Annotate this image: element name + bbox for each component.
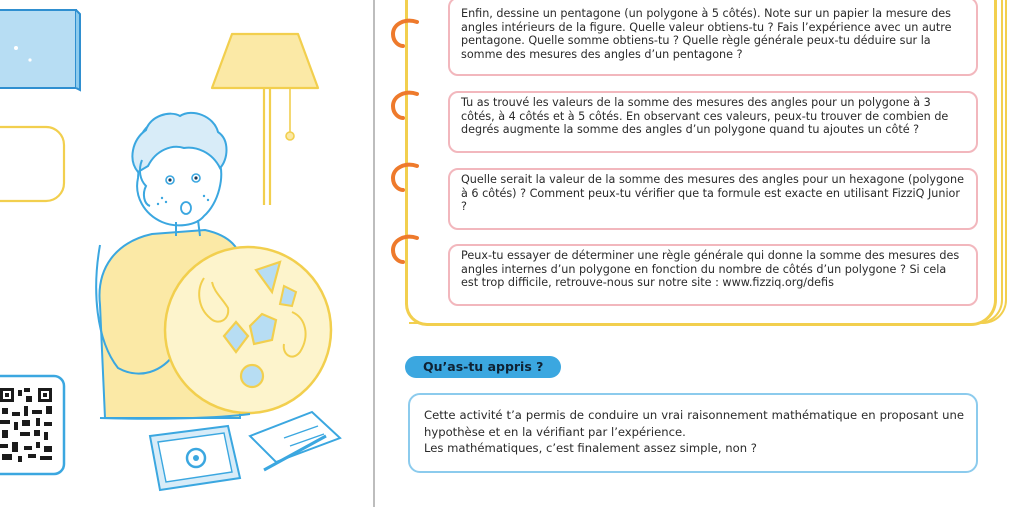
question-box-angle-increase: Tu as trouvé les valeurs de la somme des mesures des angles pour un polygone à 3 côtés, à 4 côtés et à 5 côtés. En observant ces valeurs, peux-tu trouver de combien de degrés augmente la somme des angles d’un polygone quand tu ajoutes un côté ?: [448, 91, 978, 153]
polygon-disc-illustration: [165, 247, 331, 413]
spiral-ring-icon: [387, 160, 421, 194]
illustration-panel: [0, 0, 372, 507]
paper-pencil-illustration: [250, 412, 340, 470]
question-box-hexagon: Quelle serait la valeur de la somme des mesures des angles pour un hexagone (polygone à 6 côtés) ? Comment peux-tu vérifier que ta formule est exacte en utilisant FizziQ Junior ?: [448, 168, 978, 230]
learned-paragraph-2: Les mathématiques, c’est finalement assez simple, non ?: [424, 441, 757, 455]
spiral-ring-icon: [387, 16, 421, 50]
child-with-polygons-illustration: [0, 0, 372, 507]
qr-code-icon: [0, 376, 64, 474]
learned-summary-box: [408, 393, 978, 473]
tablet-illustration: [150, 426, 240, 490]
blue-box-illustration: [0, 10, 80, 90]
page-divider: [373, 0, 375, 507]
question-box-pentagon: Enfin, dessine un pentagone (un polygone à 5 côtés). Note sur un papier la mesure des angles intérieurs de la figure. Quelle valeur obtiens-tu ? Fais l’expérience avec un autre pentagone. Quelle somme obtiens-tu ? Quelle règle générale peux-tu déduire sur la somme des mesures des angles d’un pentagone ?: [448, 0, 978, 76]
yellow-callout-shape: [0, 127, 64, 201]
learned-paragraph-1: Cette activité t’a permis de conduire un vrai raisonnement mathématique en proposant une hypothèse et en la vérifiant par l’expérience.: [424, 408, 964, 439]
question-box-general-rule: Peux-tu essayer de déterminer une règle générale qui donne la somme des mesures des angles internes d’un polygone en fonction du nombre de côtés d’un polygone ? Si cela est trop difficile, retrouve-nous sur notre site : www.fizziq.org/defis: [448, 244, 978, 306]
learned-title-badge: Qu’as-tu appris ?: [405, 356, 561, 378]
spiral-ring-icon: [387, 232, 421, 266]
spiral-ring-icon: [387, 88, 421, 122]
lamp-illustration: [212, 34, 318, 205]
child-head: [132, 113, 226, 236]
